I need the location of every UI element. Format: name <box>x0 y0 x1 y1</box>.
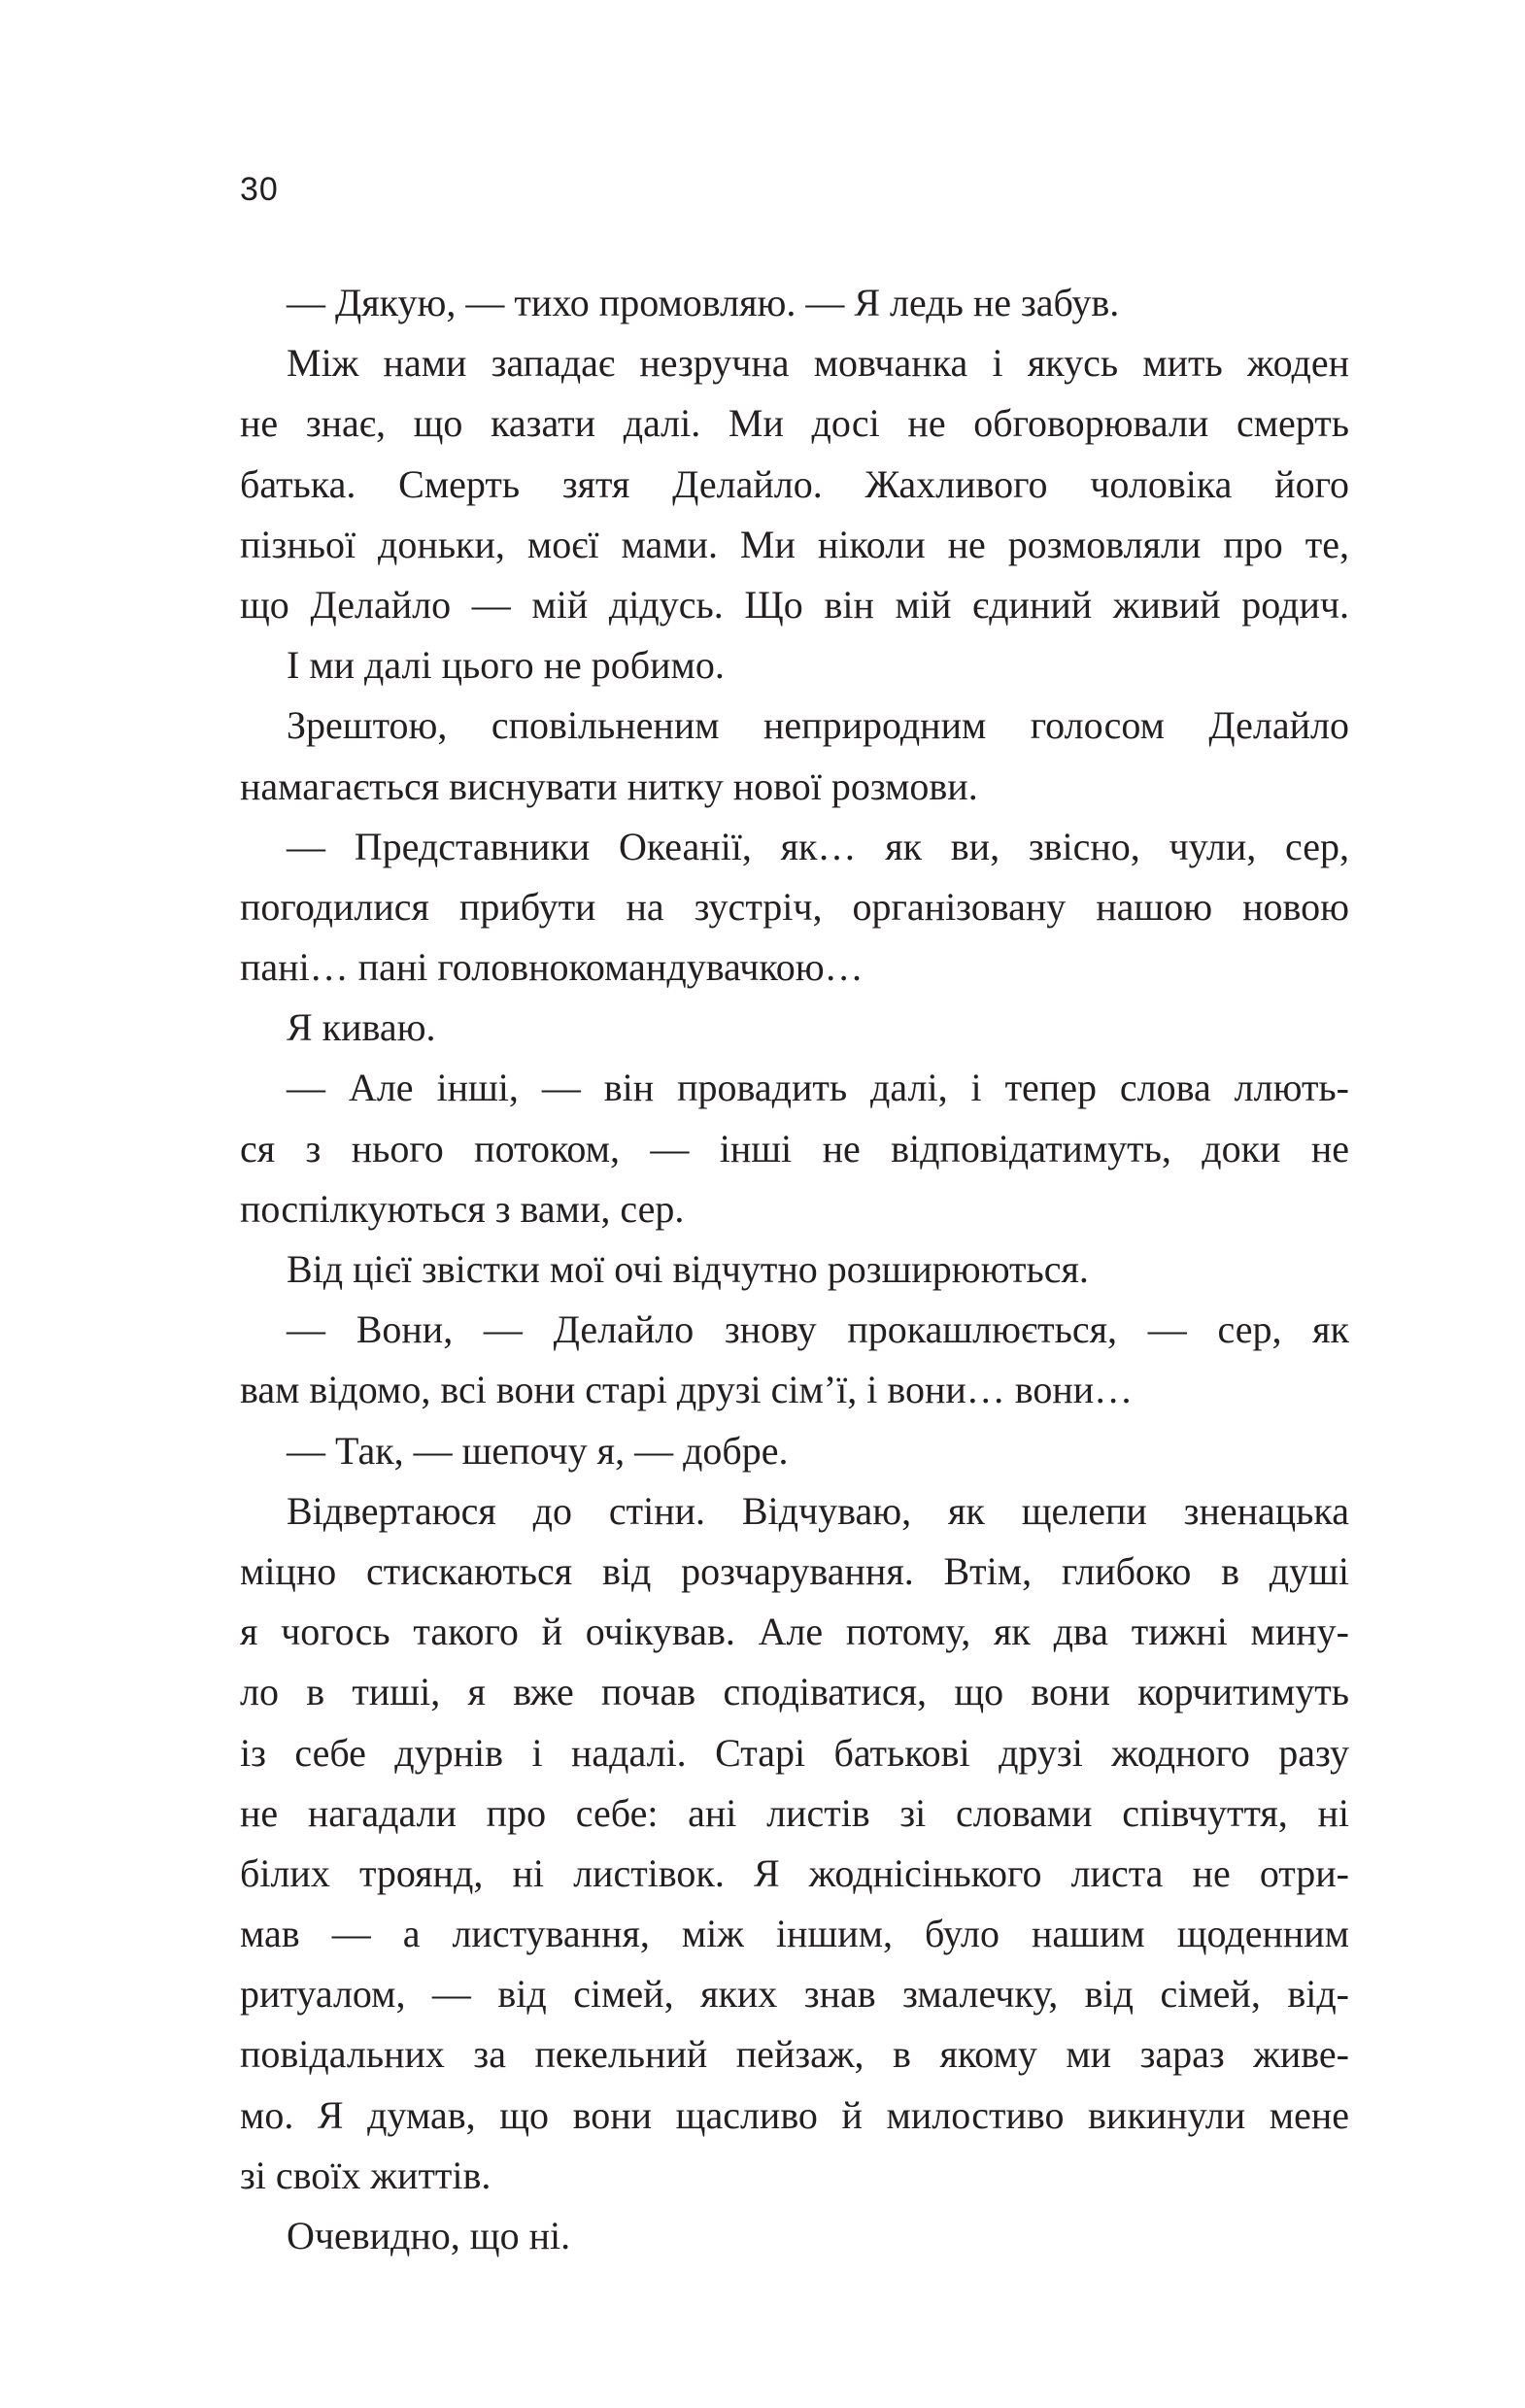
text-line: Зрештою, сповільненим неприродним голосом Делайло <box>287 703 1349 748</box>
text-line: батька. Смерть зятя Делайло. Жахливого чоловіка його <box>240 461 1349 506</box>
text-line: погодилися прибути на зустріч, організовану нашою новою <box>240 884 1349 929</box>
text-line: — Вони, — Делайло знову прокашлюється, — сер, як <box>287 1307 1349 1352</box>
text-line: не знає, що казати далі. Ми досі не обговорювали смерть <box>240 401 1349 446</box>
text-line: повідальних за пекельний пейзаж, в якому ми зараз живе- <box>240 2032 1349 2077</box>
text-line: міцно стискаються від розчарування. Втім, глибоко в душі <box>240 1548 1349 1593</box>
text-line: Від цієї звістки мої очі відчутно розширюються. <box>287 1247 1089 1291</box>
text-line: ритуалом, — від сімей, яких знав змалечку, від сімей, від- <box>240 1972 1349 2017</box>
text-line: Між нами западає незручна мовчанка і якусь мить жоден <box>287 341 1349 386</box>
text-line: пізньої доньки, моєї мами. Ми ніколи не розмовляли про те, <box>240 522 1349 566</box>
body-text <box>240 273 1349 2266</box>
text-line: Я киваю. <box>287 1005 436 1050</box>
text-line: білих троянд, ні листівок. Я жоднісінького листа не отри- <box>240 1850 1349 1895</box>
text-line: мав — а листування, між іншим, було нашим щоденним <box>240 1912 1349 1956</box>
text-line: мо. Я думав, що вони щасливо й милостиво викинули мене <box>240 2092 1349 2137</box>
text-line: що Делайло — мій дідусь. Що він мій єдиний живий родич. <box>240 582 1349 627</box>
text-line: ло в тиші, я вже почав сподіватися, що вони корчитимуть <box>240 1670 1349 1714</box>
text-line: — Представники Океанії, як… як ви, звісно, чули, сер, <box>287 824 1349 868</box>
text-line: не нагадали про себе: ані листів зі словами співчуття, ні <box>240 1790 1349 1835</box>
text-line: — Дякую, — тихо промовляю. — Я ледь не забув. <box>287 281 1120 324</box>
text-line: зі своїх життів. <box>240 2153 491 2197</box>
text-line: намагається виснувати нитку нової розмови. <box>240 763 978 808</box>
text-line: із себе дурнів і надалі. Старі батькові друзі жодного разу <box>240 1730 1349 1775</box>
text-line: пані… пані головнокомандувачкою… <box>240 945 864 990</box>
text-line: — Але інші, — він провадить далі, і тепер слова ллють- <box>287 1066 1349 1110</box>
text-line: я чогось такого й очікував. Але потому, як два тижні мину- <box>240 1610 1349 1654</box>
text-line: Очевидно, що ні. <box>287 2214 571 2257</box>
text-line: вам відомо, всі вони старі друзі сім’ї, і вони… вони… <box>240 1368 1134 1412</box>
text-line: поспілкуються з вами, сер. <box>240 1186 685 1231</box>
page-number: 30 <box>240 171 279 208</box>
text-line: ся з нього потоком, — інші не відповідатимуть, доки не <box>240 1126 1349 1170</box>
text-line: — Так, — шепочу я, — добре. <box>287 1428 789 1473</box>
text-line: І ми далі цього не робимо. <box>287 643 725 688</box>
text-line: Відвертаюся до стіни. Відчуваю, як щелепи зненацька <box>287 1488 1349 1533</box>
